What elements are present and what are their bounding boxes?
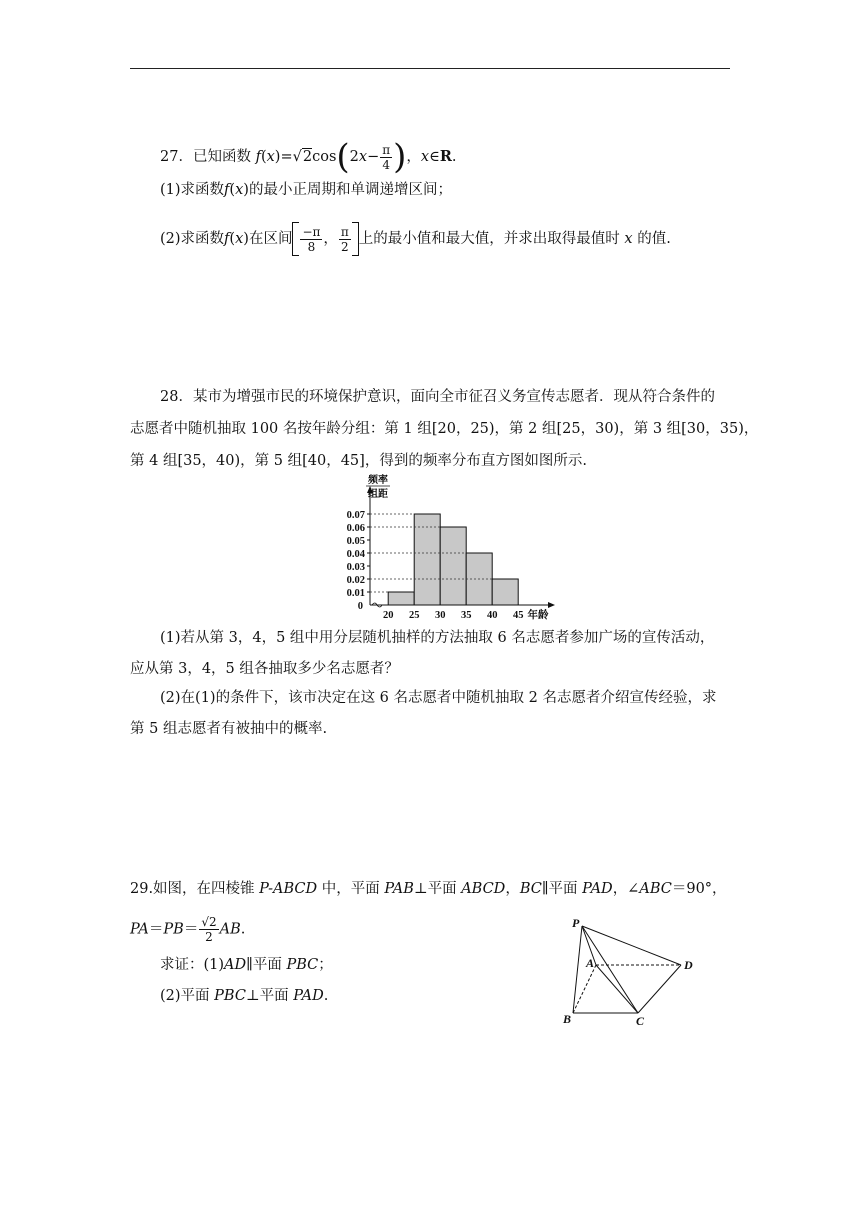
y-tick-label: 0.02 — [346, 575, 365, 586]
q28-sub1b: 应从第 3，4，5 组各抽取多少名志愿者？ — [130, 661, 399, 677]
x-tick-label: 35 — [460, 610, 472, 621]
q27-number: 27． — [160, 149, 193, 165]
q28-sub1a: (1)若从第 3，4，5 组中用分层随机抽样的方法抽取 6 名志愿者参加广场的宣传活动， — [160, 630, 715, 646]
neg-pi-over-8: $\frac{-\pi}{8}$ — [302, 224, 321, 254]
label-C: C — [636, 1014, 645, 1027]
label-A: A — [586, 956, 595, 970]
q27-statement: 27．已知函数 f(x)=√2cos(2x− $\frac{\pi}{4}$ )，x∈R. — [160, 137, 457, 177]
x-tick-label: 45 — [512, 610, 524, 621]
edge-AB — [573, 965, 596, 1013]
q29-line1: 29.如图，在四棱锥 P-ABCD 中，平面 PAB⊥平面 ABCD，BC∥平面 PAD，∠ABC＝90°， — [130, 881, 727, 897]
header-rule — [130, 68, 730, 69]
x-axis-arrow — [548, 602, 555, 608]
edge-PB — [573, 926, 582, 1013]
pi-over-2: $\frac{\pi}{2}$ — [340, 224, 349, 254]
q28-line1: 28．某市为增强市民的环境保护意识，面向全市征召义务宣传志愿者．现从符合条件的 — [160, 389, 715, 405]
y-label-top: 频率 — [368, 475, 388, 486]
edge-AC — [596, 965, 638, 1013]
q29-prove1: 求证：(1)AD∥平面 PBC； — [160, 957, 333, 973]
left-paren: ( — [336, 137, 350, 177]
interval-left-bracket — [292, 222, 299, 256]
x-tick-label: 20 — [382, 610, 394, 621]
x-axis-label: 年龄 — [527, 610, 549, 621]
label-B: B — [563, 1012, 572, 1026]
y-tick-label: 0.05 — [346, 536, 365, 547]
q27-part1: (1)求函数f(x)的最小正周期和单调递增区间； — [160, 182, 452, 198]
frequency-histogram — [330, 474, 560, 622]
q29-line2: PA＝PB＝ $\frac{√2}{2}$ AB. — [130, 915, 246, 944]
x-tick-label: 40 — [486, 610, 498, 621]
q28-line2: 志愿者中随机抽取 100 名按年龄分组：第 1 组[20，25)，第 2 组[25，30)，第 3 组[30，35)， — [130, 421, 759, 437]
histogram-bar — [440, 527, 466, 605]
y-tick-label: 0.07 — [346, 510, 365, 521]
histogram-bar — [492, 579, 518, 605]
y-tick-label: 0.04 — [346, 549, 365, 560]
y-tick-label: 0.01 — [346, 588, 365, 599]
histogram-bar — [414, 514, 440, 605]
pyramid-figure — [560, 915, 710, 1027]
x-tick-label: 30 — [434, 610, 446, 621]
y-tick-label: 0.06 — [346, 523, 365, 534]
q29-prove2: (2)平面 PBC⊥平面 PAD. — [160, 988, 329, 1004]
q28-sub2a: (2)在(1)的条件下，该市决定在这 6 名志愿者中随机抽取 2 名志愿者介绍宣传经验，求 — [160, 690, 717, 706]
y-tick-label: 0.03 — [346, 562, 365, 573]
q27-part2: (2)求函数f(x)在区间 $\frac{-\pi}{8}$ ， $\frac{\pi}{2}$ 上的最小值和最大值，并求出取得最值时 x 的值. — [160, 222, 671, 256]
edge-CD — [638, 965, 681, 1013]
interval-right-bracket — [352, 222, 359, 256]
x-tick-label: 25 — [408, 610, 420, 621]
label-P: P — [572, 916, 580, 930]
edge-PD — [582, 926, 681, 965]
label-D: D — [684, 958, 693, 972]
histogram-bar — [388, 592, 414, 605]
q28-sub2b: 第 5 组志愿者有被抽中的概率. — [130, 721, 328, 737]
origin-label: 0 — [357, 601, 363, 612]
right-paren: ) — [393, 137, 407, 177]
q28-line3: 第 4 组[35，40)，第 5 组[40，45]，得到的频率分布直方图如图所示. — [130, 453, 587, 469]
pi-over-4: $\frac{\pi}{4}$ — [382, 142, 391, 172]
y-label-bottom: 组距 — [368, 489, 388, 500]
sqrt2-over-2: $\frac{√2}{2}$ — [201, 915, 217, 944]
